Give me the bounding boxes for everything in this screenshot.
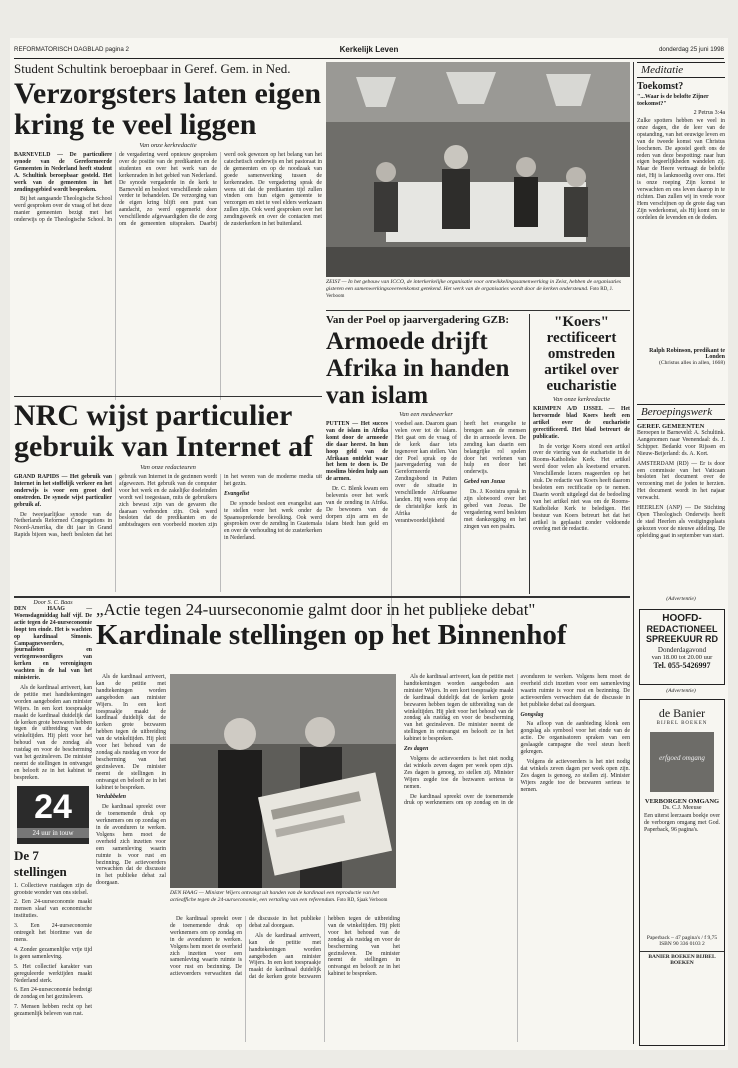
divider [326,310,630,311]
column-meditatie [637,62,725,400]
beroepingswerk-body [637,430,725,540]
article-kicker: „Actie tegen 24-uurseconomie galmt door in het publieke debat" [96,600,536,619]
article-text: Dr. C. Blenk kwam een belevenis over het werk van de zending in Afrika. De bewoners van de dorpen zijn arm en de islam biedt hun geld en voedsel aan. Daarom gaan velen over tot de islam. Het gaat om de vraag of de kerk daar iets tegenover kan stellen. Van der Poel sprak op de jaarvergadering van de Gereformeerde Zendingsbond in Putten over de situatie in verschillende Afrikaanse landen. Hij wees erop dat de christelijke kerk in Afrika de verantwoordelijkheid heeft het evangelie te brengen aan de mensen die in armoede leven. De zending kan daarin een belangrijke rol spelen door het verlenen van hulp en door het onderwijs. [326,421,526,527]
header-date: donderdag 25 juni 1998 [658,46,724,53]
meditatie-author: Ralph Robinson, predikant te Londen [649,348,725,360]
meditatie-body: Zulke spotters hebben we veel in onze dagen, die de leer van de opstanding, van het eeuwige leven en van de tweede komst van Christus loochenen. De apostel geeft ons de reden van deze bespotting: naar hun eigen begeerlijkheden wandelen zij. Maar de Heere vertraagt de belofte niet, Hij is lankmoedig over ons. Het is onze roeping Zijn komst te verwachten en ons leven daarop in te richten. Dan zullen wij in vrede voor Hem verschijnen op de grote dag van Zijn wederkomst, als Hij komt om te oordelen de levenden en de doden. [637,118,725,221]
ad-line: van 18.00 tot 20.00 uur [651,654,713,661]
article-text-4: Na afloop van de aanbieding klonk een gongslag als symbool voor het einde van de actie. De organisatoren spraken van een geslaagde campagne die veel steun heeft gekregen. [520,721,630,756]
logo-number: 24 [34,787,72,826]
caption-credit: Foto RD, Sjaak Verboom [336,897,388,903]
article-text: De tweejaarlijkse synode van de Netherlands Reformed Congregations in Noord-Amerika, die dit jaar in Grand Rapids bijeen was, heeft besloten dat het gebruik van Internet in de gezinnen wordt afgewezen. Het gebruik van de computer voor het werk en de zakelijke doeleinden wordt wel toegestaan, mits de gebruikers zich bewust zijn van de gevaren die daaraan verbonden zijn. Ook werd besloten dat de predikanten en de ambtsdragers een voorbeeld moeten zijn in het weren van de moderne media uit het gezin. [14,474,322,539]
ad-label: (Advertentie) [666,596,696,602]
article-verzorgsters [14,62,322,392]
column-stellingen [14,600,92,1044]
list-item: 3. Een 24-uurseconomie ontregelt het bioritme van de mens. [14,923,92,943]
meditatie-source: (Christus alles in allen, 1668) [658,360,725,366]
ad-title: VERBORGEN OMGANG [644,798,720,805]
ad-de-banier [639,699,725,1046]
article-title: Verzorgsters laten eigen kring te veel liggen [14,77,322,141]
divider [529,314,530,594]
article-text-3: Volgens de actievoerders is het niet nodig dat winkels zeven dagen per week open zijn. Zes dagen is genoeg, zo stellen zij. Minister Wijers zegde toe de bezwaren serieus te nemen. [404,755,514,790]
section-head: Meditatie [637,62,725,78]
photo-caption [170,890,400,912]
list-item: 5. Het collectief karakter van gereguleerde werktijden maakt Nederland sterk. [14,963,92,984]
article-text-2: De kardinaal spreekt over de toenemende druk op werknemers om op zondag en in de avonduren te werken. Volgens hem moet de overheid zich inzetten voor een samenleving waarin ruimte is voor rust en bezinning. De actievoerders verwachten dat de discussie in het publieke debat zal doorgaan. [96,804,166,887]
article-byline: Van een medewerker [399,411,453,418]
news-item: AMSTERDAM (RD) — Er is door een commissie van het Vaticaan besloten het document over de verzoening met de joden te herzien. Het document wordt in het najaar verwacht. [637,460,725,502]
article-lead: DEN HAAG — Woensdagmiddag half vijf. De actie tegen de 24-uurseconomie loopt ten einde. Het is wachten op kardinaal Simonis. Campagnevoerders, journalisten en vertegenwoordigers van kerken en verenigingen wachten in de hal van het ministerie. [14,606,92,682]
article-text: Als de kardinaal arriveert, kan de petitie met handtekeningen worden aangeboden aan minister Wijers. In een kort toespraakje maakt de kardinaal duidelijk dat de kerken grote bezwaren hebben tegen de uitbreiding van de winkeltijden. Hij pleit voor het behoud van de zondag als rustdag en voor de bescherming van het gezinsleven. De minister neemt de stellingen in ontvangst en belooft ze in het kabinet te bespreken. [249,916,400,981]
article-title: "Koers" rectificeert omstreden artikel over eucharistie [544,314,619,394]
ad-price: Paperback – 47 pagina's / f 9,75 [646,935,718,941]
article-subhead: Evangelist [224,490,250,497]
caption-credit: Foto RD, J. Verboom [326,286,613,300]
ad-line: Donderdagavond [657,646,707,654]
article-text-2: De synode besloot een evangelist aan te stellen voor het werk onder de Spaanssprekende bevolking. Ook werd gesproken over de zending in Guatemala en over de verhouding tot de zusterkerken in Nederland. [224,500,322,542]
article-text: Beroepen te Barneveld: A. Schultink. Aangenomen naar Veenendaal: ds. J. Schipper. Bedankt voor Rijssen en Nieuw-Beijerland: ds. A. Kort. [637,430,725,457]
article-text: De kardinaal spreekt over de toenemende druk op werknemers om op zondag en in de avonduren te werken. Volgens hem moet de overheid zich inzetten voor een samenleving waarin ruimte is voor rust en bezinning. De actievoerders verwachten dat de discussie in het publieke debat zal doorgaan. [170,916,321,978]
article-binnenhof-bottom [170,916,400,1044]
article-lead: GRAND RAPIDS — Het gebruik van Internet in het stoffelijk verkeer en het onderwijs is voor een groot deel omstreden. De synode wijst particulier gebruik af. [14,474,112,508]
article-byline: Door S. C. Baas [33,600,73,606]
article-title: Armoede drijft Afrika in handen van islam [326,328,510,409]
ad-line: SPREEKUUR RD [645,634,718,644]
article-byline: Van onze redacteuren [140,464,196,471]
divider [14,596,630,598]
logo-24-uur [17,786,89,844]
header-paper-name: REFORMATORISCH DAGBLAD pagina 2 [14,46,129,53]
list-item: 4. Zonder gezamenlijke vrije tijd is geen samenleving. [14,946,92,960]
book-cover: erfgoed omgang [650,732,714,792]
article-binnenhof-header [96,600,630,670]
article-armoede [326,314,526,594]
list-item: 1. Collectieve rustdagen zijn de grootste wonder van ons stelsel. [14,882,92,896]
article-text: Volgens de actievoerders is het niet nodig dat winkels zeven dagen per week open zijn. Zes dagen is genoeg, zo stellen zij. Minister Wijers zegde toe de bezwaren serieus te nemen. [520,758,630,793]
article-title: Kardinale stellingen op het Binnenhof [96,619,567,651]
beroepingswerk-subhead: GEREF. GEMEENTEN [637,423,705,430]
list-item: 6. Een 24-uurseconomie bedreigt de zondag en het gezinsleven. [14,987,92,1001]
ad-footer: BANIER BOEKEN BIJBEL BOEKEN [640,951,724,966]
ad-text: Een uiterst leerzaam boekje over de verborgen omgang met God. Paperback, 96 pagina's. [644,813,720,833]
article-kicker: Student Schultink beroepbaar in Geref. Gem. in Ned. [14,61,291,76]
caption-text: DEN HAAG — Minister Wijers ontvangt uit handen van de kardinaal een reproductie van het actieaffiche tegen de 24-uurseconomie, een vertaling van een referendum. [170,890,380,903]
photo-image [326,62,630,277]
article-kicker: Van der Poel op jaarvergadering GZB: [326,314,510,326]
header-section: Kerkelijk Leven [339,45,399,54]
photo-wijers-kardinaal [170,674,396,888]
article-subhead: Gebed van Jozua [464,479,505,486]
article-body [14,152,322,400]
list-item: 2. Een 24-uurseconomie maakt mensen slaaf van economische instituties. [14,899,92,920]
article-text: Als de kardinaal arriveert, kan de petitie met handtekeningen worden aangeboden aan minister Wijers. In een kort toespraakje maakt de kardinaal duidelijk dat de kerken grote bezwaren hebben tegen de uitbreiding van de winkeltijden. Hij pleit voor het behoud van de zondag als rustdag en voor de bescherming van het gezinsleven. De minister neemt de stellingen in ontvangst en belooft ze in het kabinet te bespreken. [14,684,92,781]
photo-image [170,674,396,888]
ad-line: REDACTIONEEL [646,624,718,634]
article-byline: Van onze kerkredactie [552,396,611,403]
caption-text: ZEIST — In het gebouw van ICCO, de interkerkelijke organisatie voor ontwikkelingssamenwerking in Zeist, hebben de organisaties gisteren een samenwerkingsovereenkomst getekend. Het werk van de organisaties wordt door de kerken ondersteund. [326,279,621,292]
ad-brand: de Banier [658,706,706,720]
article-text: Als de kardinaal arriveert, kan de petitie met handtekeningen worden aangeboden aan minister Wijers. In een kort toespraakje maakt de kardinaal duidelijk dat de kerken grote bezwaren hebben tegen de uitbreiding van de winkeltijden. Hij pleit voor het behoud van de zondag als rustdag en voor de bescherming van het gezinsleven. De minister neemt de stellingen in ontvangst en belooft ze in het kabinet te bespreken. [96,674,166,791]
ad-author: Ds. C.J. Meeuse [662,805,702,811]
article-title: NRC wijst particulier gebruik van Internet af [14,399,314,463]
article-subhead: Zes dagen [404,746,429,753]
ad-spreekuur [639,609,725,685]
article-text: Bij het aangaande Theologische School werd gesproken over de vraag of het deze manier gemeenten bezigt met het onderwijs op de Theologische School. In de vergadering werd opnieuw gesproken over de positie van de predikanten en de studenten en over het werk van de kerkenraden in het gebied van Nederland. De synode vergaderde in de kerk te Barneveld en besloot verschillende zaken verder te behandelen. De verzorging van de eigen kring blijft een punt van aandacht, zo werd opgemerkt door verschillende afgevaardigden die de zorg om de gemeenten uitspraken. Daarbij werd ook gewezen op het belang van het catechetisch onderwijs en het pastoraat in de gemeenten en op de noodzaak van goede samenwerking tussen de kerkenraden. De vergadering sprak de wens uit dat de predikanten tijd zullen vinden om hun eigen gemeente te verzorgen en niet te veel elders werkzaam zullen zijn. Ook werd gesproken over het zendingswerk en over de contacten met de zusterkerken in het buitenland. [14,152,322,228]
ad-line: HOOFD- [662,613,702,624]
photo-icco-signing [326,62,630,277]
stellingen-title: De 7 stellingen [14,847,67,879]
newspaper-page [10,38,728,1050]
ad-brand-sub: BIJBEL BOEKEN [656,721,708,726]
article-binnenhof-right [404,674,630,1044]
divider [14,396,322,397]
article-subhead: Gongslag [520,711,544,718]
divider [633,62,634,1044]
article-lead: PUTTEN — Het succes van de islam in Afrika komt door de armoede die daar heerst. In hun hoop geld van de Afrikaan ontdekt waar het hem te doen is. De moslims bieden hulp aan de armen. [326,421,388,483]
article-body [533,406,630,612]
article-lead: BARNEVELD — De particuliere synode van de Gereformeerde Gemeenten in Nederland heeft student A. Schultink beroepbaar gesteld. Het werk van de gemeenten in het zendingsgebied wordt besproken. [14,152,112,193]
article-text-2: Ds. J. Kooistra sprak in zijn slotwoord over het gebed van Jozua. De vergadering werd besloten met dankzegging en het zingen van een psalm. [464,489,526,530]
section-head: Beroepingswerk [637,404,725,420]
article-nrc-internet [14,400,322,592]
photo-caption [326,279,630,307]
article-text: In de vorige Koers stond een artikel over de viering van de eucharistie in de Rooms-Katholieke Kerk. Het artikel werd door velen als kwetsend ervaren. Verschillende lezers reageerden op het stuk. De redactie van Koers heeft daarom besloten een rectificatie op te nemen. Daarin wordt uitgelegd dat de bedoeling van het artikel niet was om de Rooms-Katholieke Kerk te beledigen. Het bestuur van Koers betreurt het dat het artikel is geplaatst zonder voldoende overleg met de redactie. [533,443,630,533]
article-body [170,916,400,1042]
article-subhead: Verdubbelen [96,794,126,801]
article-koers [533,314,630,594]
meditatie-title: Toekomst? [637,81,684,92]
article-text: Als de kardinaal arriveert, kan de petitie met handtekeningen worden aangeboden aan minister Wijers. In een kort toespraakje maakt de kardinaal duidelijk dat de kerken grote bezwaren hebben tegen de uitbreiding van de winkeltijden. Hij pleit voor het behoud van de zondag als rustdag en voor de bescherming van het gezinsleven. De minister neemt de stellingen in ontvangst en belooft ze in het kabinet te bespreken. [404,674,514,743]
news-item: HEERLEN (ANP) — De Stichting Open Theologisch Onderwijs heeft de stad Heerlen als vestigingsplaats gekozen voor de nieuwe afdeling. De opleiding gaat in september van start. [637,505,725,539]
column-beroepingswerk [637,404,725,592]
article-body [14,474,322,592]
meditatie-quote: "...Waar is de belofte Zijner toekomst?" [637,94,709,107]
ad-phone: Tel. 055-5426997 [653,661,711,670]
meditatie-reference: 2 Petrus 3:4a [693,110,725,116]
article-binnenhof-col1 [96,674,166,890]
ad-isbn: ISBN 90 336 0103 2 [659,941,705,947]
article-lead-block [14,606,92,782]
article-body [404,674,630,1042]
list-item: 7. Mensen hebben recht op het gezamenlijk beleven van rust. [14,1004,92,1018]
stellingen-list [14,883,92,1021]
article-text: De kardinaal spreekt over de toenemende druk op werknemers om op zondag en in de avonduren te werken. Volgens hem moet de overheid zich inzetten voor een samenleving waarin ruimte is voor rust en bezinning. De actievoerders verwachten dat de discussie in het publieke debat zal doorgaan. [404,674,630,807]
article-body [96,674,166,890]
article-lead: KRIMPEN A/D IJSSEL — Het hervormde blad Koers heeft een artikel over de eucharistie gerectificeerd. Het blad betreurt de publicatie. [533,406,630,440]
ad-label: (Advertentie) [666,688,696,694]
article-byline: Van onze kerkredactie [139,142,197,149]
page-header [14,46,724,59]
logo-text: 24 uur in touw [17,828,89,838]
